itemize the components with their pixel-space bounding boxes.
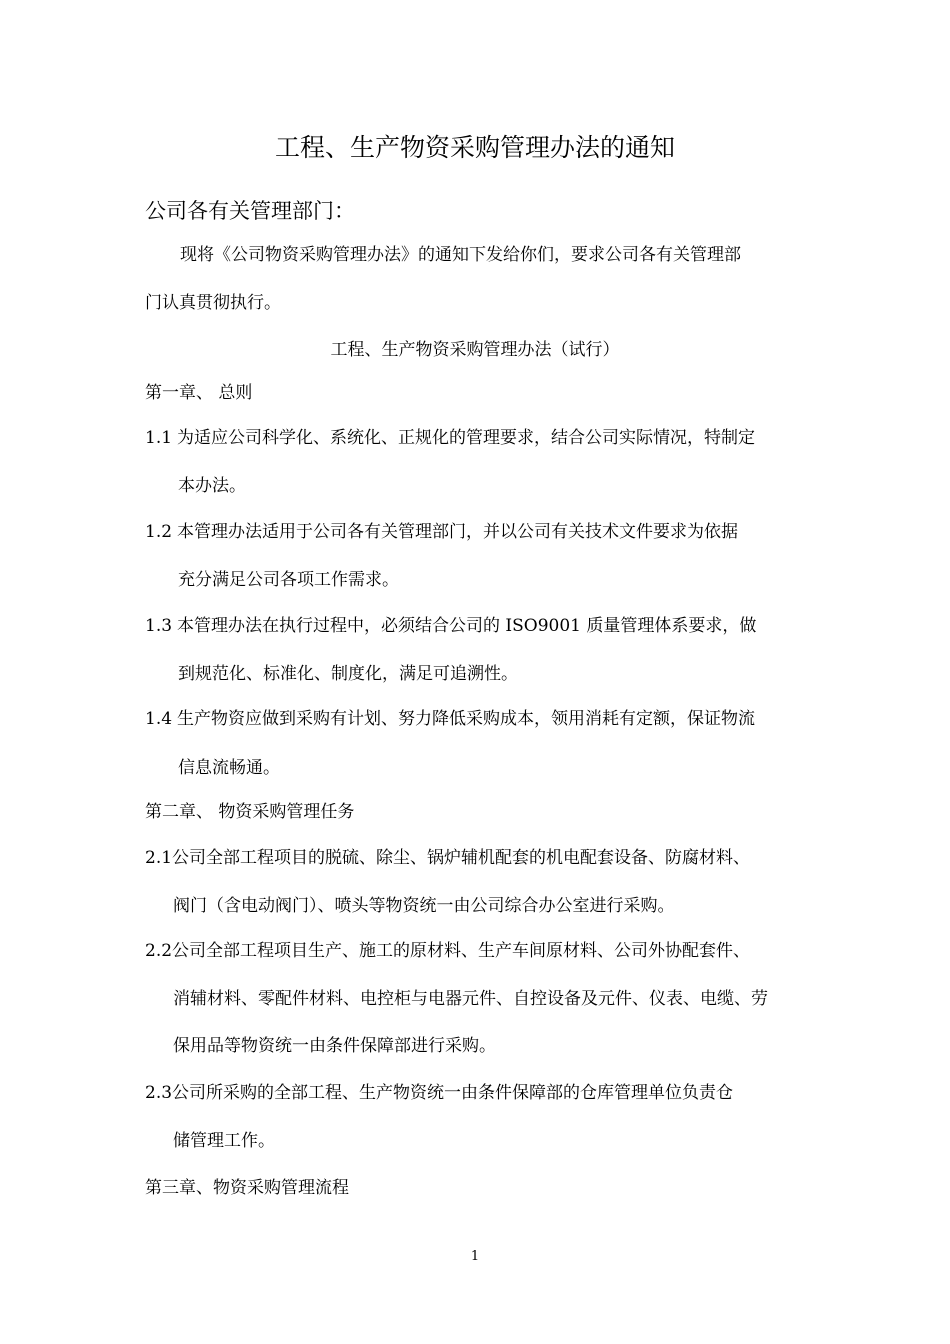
chapter-2-heading: 第二章、 物资采购管理任务 xyxy=(145,802,355,822)
section-number: 2.3 xyxy=(145,1083,173,1103)
chapter-3-heading: 第三章、物资采购管理流程 xyxy=(145,1178,349,1198)
document-title: 工程、生产物资采购管理办法的通知 xyxy=(274,133,675,162)
intro-line-1: 现将《公司物资采购管理办法》的通知下发给你们，要求公司各有关管理部 xyxy=(180,245,741,265)
section-1-3-line-2: 到规范化、标准化、制度化，满足可追溯性。 xyxy=(178,664,518,684)
salutation: 公司各有关管理部门： xyxy=(145,199,355,223)
section-number: 1.4 xyxy=(145,709,173,729)
section-2-3-line-2: 储管理工作。 xyxy=(173,1131,275,1151)
document-subtitle: 工程、生产物资采购管理办法（试行） xyxy=(330,340,620,360)
section-2-2-line-3: 保用品等物资统一由条件保障部进行采购。 xyxy=(173,1036,496,1056)
section-2-1-line-2: 阀门（含电动阀门）、喷头等物资统一由公司综合办公室进行采购。 xyxy=(173,896,675,916)
section-number: 1.1 xyxy=(145,428,173,448)
intro-line-2: 门认真贯彻执行。 xyxy=(145,293,281,313)
page-number: 1 xyxy=(470,1249,480,1264)
section-number: 2.2 xyxy=(145,941,173,961)
section-1-2-line-1: 本管理办法适用于公司各有关管理部门，并以公司有关技术文件要求为依据 xyxy=(177,522,738,542)
section-number: 2.1 xyxy=(145,848,173,868)
section-1-1-line-2: 本办法。 xyxy=(178,476,246,496)
section-2-1-line-1: 公司全部工程项目的脱硫、除尘、锅炉辅机配套的机电配套设备、防腐材料、 xyxy=(172,848,750,868)
section-2-3-line-1: 公司所采购的全部工程、生产物资统一由条件保障部的仓库管理单位负责仓 xyxy=(172,1083,733,1103)
section-1-4-line-2: 信息流畅通。 xyxy=(178,758,280,778)
section-number: 1.3 xyxy=(145,616,173,636)
section-1-3-line-1: 本管理办法在执行过程中，必须结合公司的 ISO9001 质量管理体系要求，做 xyxy=(177,616,757,636)
section-1-4-line-1: 生产物资应做到采购有计划、努力降低采购成本，领用消耗有定额，保证物流 xyxy=(177,709,755,729)
section-1-2-line-2: 充分满足公司各项工作需求。 xyxy=(178,570,399,590)
chapter-1-heading: 第一章、 总则 xyxy=(145,383,253,403)
section-number: 1.2 xyxy=(145,522,173,542)
section-2-2-line-2: 消辅材料、零配件材料、电控柜与电器元件、自控设备及元件、仪表、电缆、劳 xyxy=(173,989,768,1009)
section-2-2-line-1: 公司全部工程项目生产、施工的原材料、生产车间原材料、公司外协配套件、 xyxy=(172,941,750,961)
section-1-1-line-1: 为适应公司科学化、系统化、正规化的管理要求，结合公司实际情况，特制定 xyxy=(177,428,755,448)
